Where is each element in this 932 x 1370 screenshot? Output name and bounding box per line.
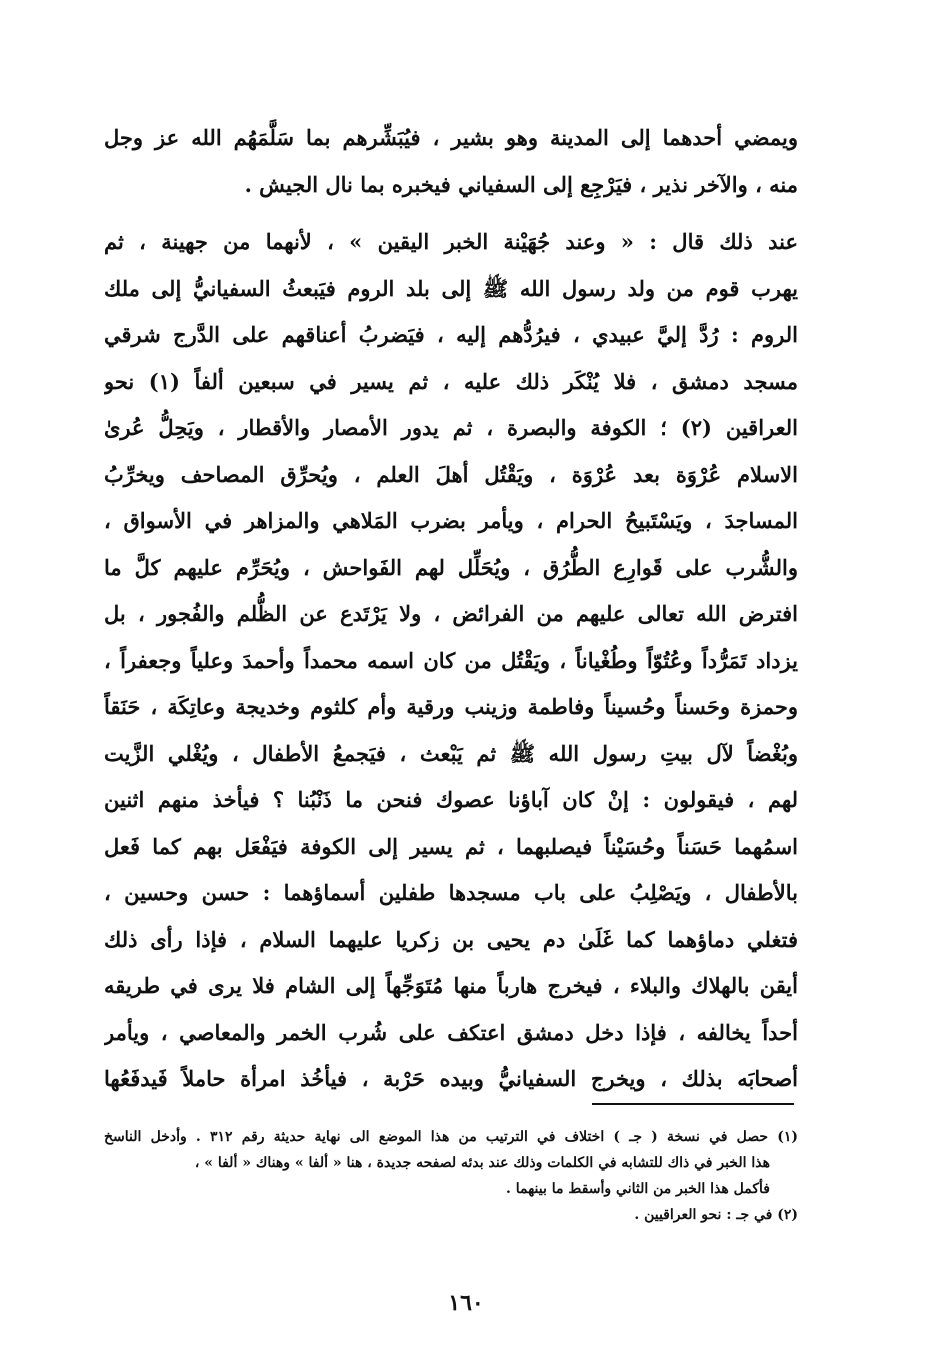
text-line: بالأطفال ، ويَصْلِبُ على باب مسجدها طفلين أسماؤهما : حسن وحسين ، (104, 880, 798, 905)
text-line: يهرب قوم من ولد رسول الله ﷺ إلى بلد الروم فيَبعثُ السفيانيُّ إلى ملك (104, 275, 798, 301)
text-line: منه ، والآخر نذير ، فيَرْجِع إلى السفياني فيخبره بما نال الجيش . (244, 171, 798, 197)
text-line: عند ذلك قال : « وعند جُهَيْنة الخبر اليقين » ، لأنهما من جهينة ، ثم (104, 229, 798, 254)
footnote-1-line: (١) حصل في نسخة ( جـ ) اختلاف في الترتيب من هذا الموضع الى نهاية حديثة رقم ٣١٢ . وأدخل الناسخ (104, 1129, 798, 1145)
footnote-1-line: هذا الخبر في ذاك للتشابه في الكلمات وذلك عند بدئه لصفحه جديدة ، هنا « ألفا » وهناك « ألفا » ، (194, 1155, 770, 1171)
text-line: وبُغْضاً لآل بيتِ رسول الله ﷺ ثم يَبْعث ، فيَجمعُ الأطفال ، ويُغْلي الزَّيت (104, 740, 798, 766)
text-line: اسمُهما حَسَناً وحُسَيْناً فيصلبهما ، ثم يسير إلى الكوفة فيَفْعَل بهم كما فَعل (104, 833, 798, 859)
text-line: الروم : رُدَّ إليَّ عبيدي ، فيرُدُّهم إليه ، فيَضربُ أعناقهم على الدَّرج شرقي (104, 322, 798, 347)
text-line: يزداد تَمَرُّداً وعُتُوّاً وطُغْياناً ، ويَقْتُل من كان اسمه محمداً وأحمدَ وعلياً وجعفراً ، (104, 647, 798, 673)
text-line: أيقن بالهلاك والبلاء ، فيخرج هارباً منها مُتَوَجِّهاً إلى الشام فلا يرى في طريقه (104, 973, 798, 998)
text-line: فتغلي دماؤهما كما غَلَىٰ دم يحيى بن زكريا عليهما السلام ، فإذا رأى ذلك (104, 926, 798, 952)
footnote-separator (592, 1103, 794, 1105)
text-line: العراقين (٢) ؛ الكوفة والبصرة ، ثم يدور الأمصار والأقطار ، ويَحِلُّ عُرىٰ (104, 415, 798, 440)
text-line: أحداً يخالفه ، فإذا دخل دمشق اعتكف على شُرب الخمر والمعاصي ، ويأمر (104, 1019, 798, 1045)
footnotes (104, 1124, 798, 1228)
text-line: والشُّرب على قَوارِع الطُّرُق ، ويُحَلِّل لهم الفَواحش ، ويُحَرِّم عليهم كلَّ ما (104, 554, 798, 580)
paragraph-1 (104, 115, 798, 208)
text-line: لهم ، فيقولون : إنْ كان آباؤنا عصوك فنحن ما ذَنْبُنا ؟ فيأخذ منهم اثنين (104, 787, 798, 812)
text-line: أصحابَه بذلك ، ويخرج السفيانيُّ وبيده حَرْبة ، فيأخُذ امرأة حاملاً فَيدفَعُها (104, 1066, 798, 1091)
footnote-1-line: فأكمل هذا الخبر من الثاني وأسقط ما بينهما . (506, 1181, 770, 1197)
paragraph-2 (104, 219, 798, 1103)
footnote-2: (٢) في جـ : نحو العراقيين . (634, 1207, 798, 1223)
page-number: ١٦٠ (448, 1290, 484, 1316)
text-line: الاسلام عُرْوَة بعد عُرْوَة ، ويَقْتُل أهلَ العلم ، ويُحرِّق المصاحف ويخرِّبُ (104, 461, 798, 487)
text-line: افترض الله تعالى عليهم من الفرائض ، ولا يَرْتَدع عن الظُّلم والفُجور ، بل (104, 601, 798, 626)
text-line: المساجدَ ، ويَسْتَبيحُ الحرام ، ويأمر بضرب المَلاهي والمزاهر في الأسواق ، (104, 508, 798, 533)
text-line: ويمضي أحدهما إلى المدينة وهو بشير ، فيُبَشِّرهم بما سَلَّمَهُم الله عز وجل (104, 125, 798, 150)
text-line: وحمزة وحَسناً وحُسيناً وفاطمة وزينب ورقية وأم كلثوم وخديجة وعاتِكَة ، حَنَقاً (104, 694, 798, 719)
text-line: مسجد دمشق ، فلا يُنْكَر ذلك عليه ، ثم يسير في سبعين ألفاً (١) نحو (104, 368, 798, 394)
